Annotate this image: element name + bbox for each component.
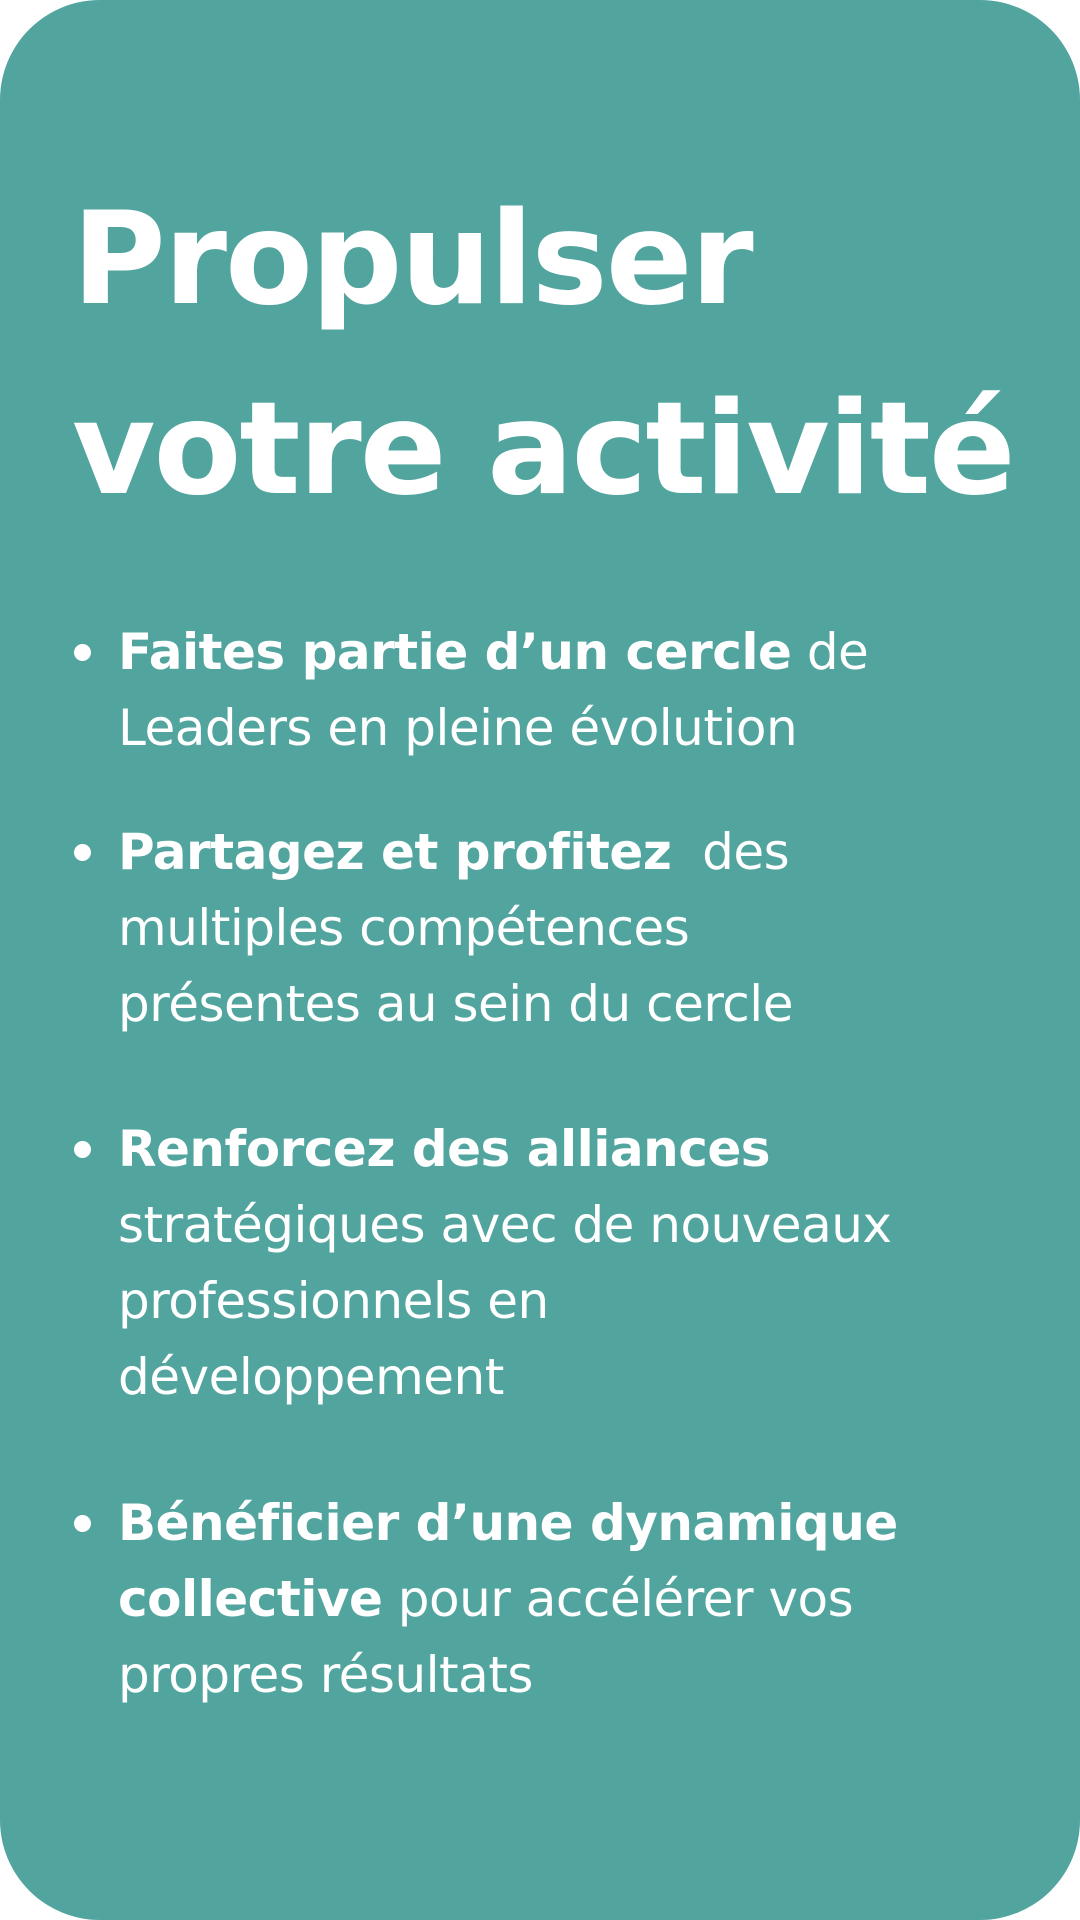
list-item-text: professionnels en	[118, 1272, 549, 1330]
list-item-text: de	[791, 623, 869, 681]
list-item-partage	[118, 814, 1018, 1042]
list-item-text: développement	[118, 1348, 504, 1406]
list-item-bold-text: collective	[118, 1570, 383, 1628]
list-item-bold-text: Bénéficier d’une dynamique	[118, 1494, 898, 1552]
list-item-bold-text: Faites partie d’un cercle	[118, 623, 792, 681]
list-item-dynamique	[118, 1485, 1018, 1713]
title-line-1: Propulser	[72, 185, 752, 334]
page-title	[72, 165, 1014, 545]
list-item-line	[118, 1111, 1018, 1187]
list-item-text: pour accélérer vos	[382, 1570, 854, 1628]
list-item-text: stratégiques avec de nouveaux	[118, 1196, 892, 1254]
list-item-cercle	[118, 614, 1018, 766]
list-item-text: Leaders en pleine évolution	[118, 699, 798, 757]
list-item-bold-text: Renforcez des alliances	[118, 1120, 771, 1178]
list-item-line	[118, 614, 1018, 690]
list-item-text: propres résultats	[118, 1646, 533, 1704]
list-item-line	[118, 1485, 1018, 1561]
list-item-line	[118, 814, 1018, 890]
list-item-text: des	[671, 823, 790, 881]
title-line-2: votre activité	[72, 375, 1014, 524]
list-item-alliances	[118, 1111, 1018, 1415]
list-item-bold-text: Partagez et profitez	[118, 823, 672, 881]
list-item-line	[118, 1561, 1018, 1637]
list-item-text: présentes au sein du cercle	[118, 975, 793, 1033]
list-item-text: multiples compétences	[118, 899, 690, 957]
